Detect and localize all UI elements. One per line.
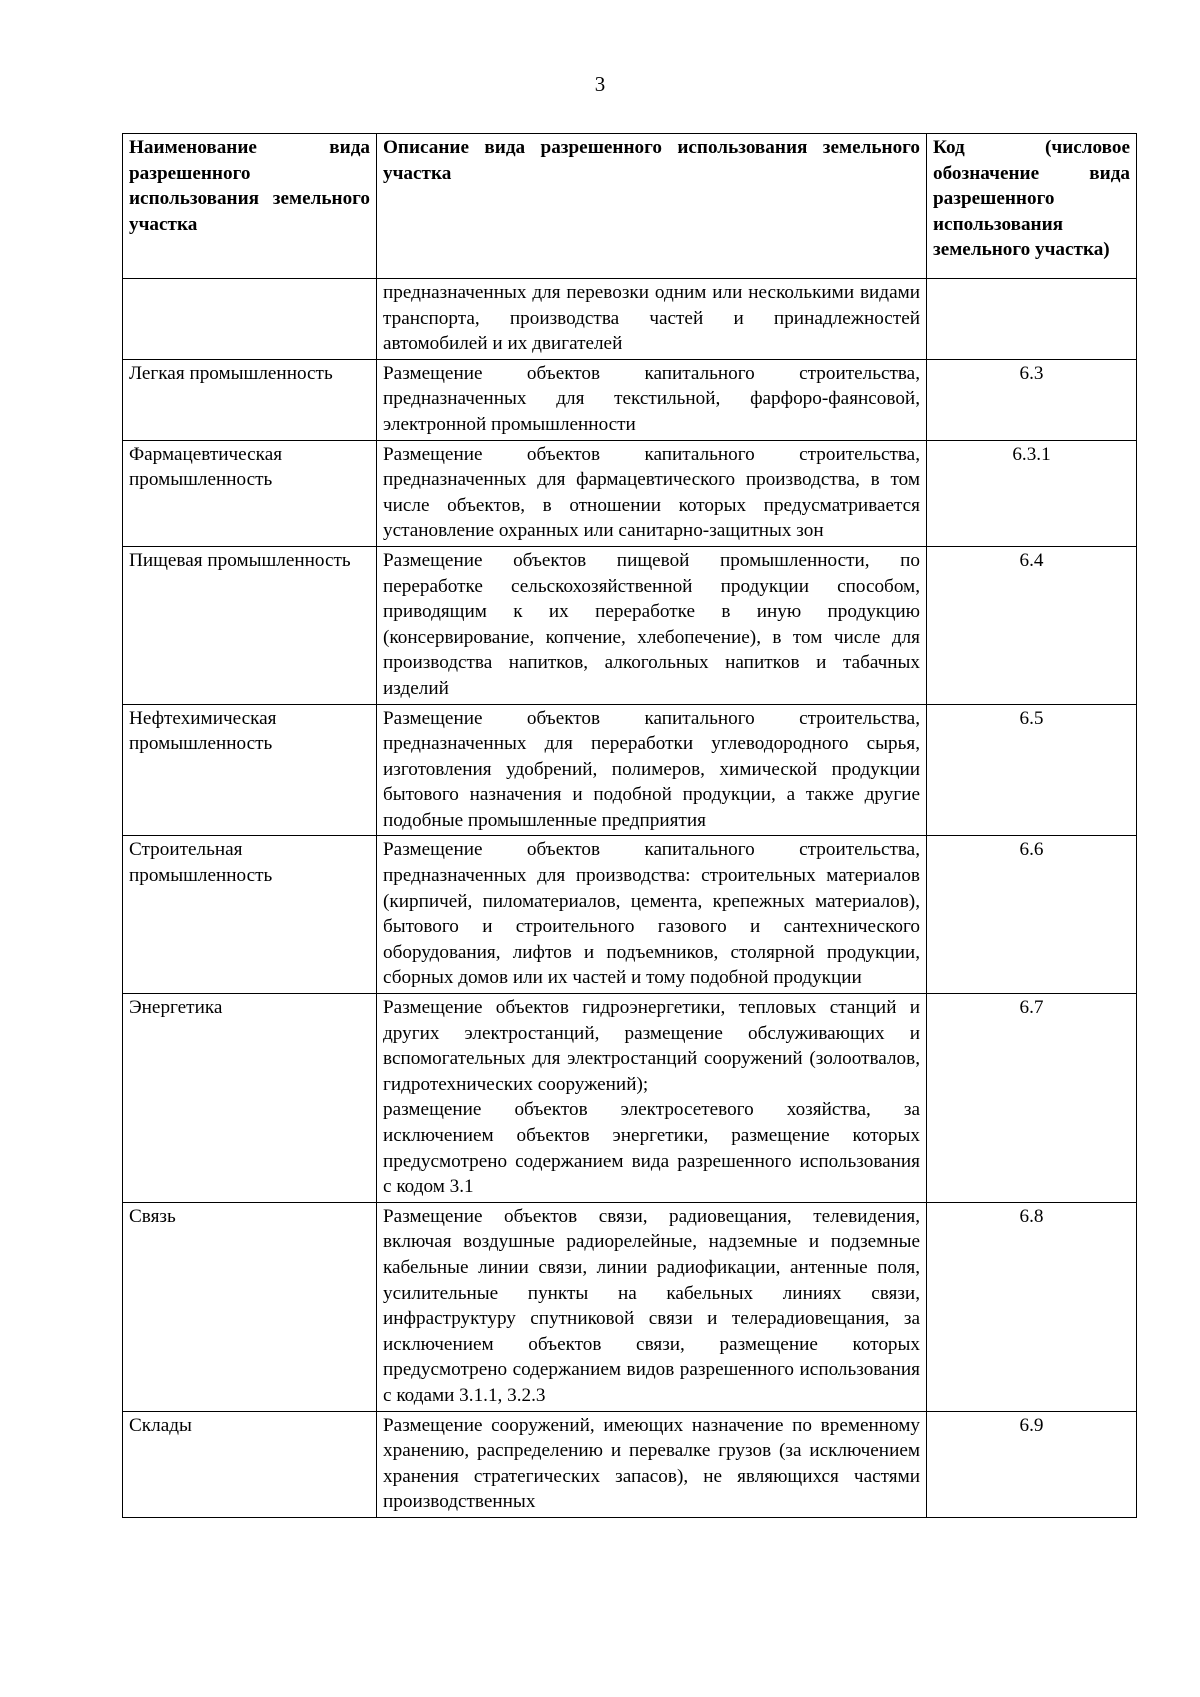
land-use-description: [377, 836, 927, 994]
land-use-code: 6.9: [927, 1411, 1137, 1517]
land-use-code: 6.5: [927, 704, 1137, 836]
land-use-description: [377, 1202, 927, 1411]
table-body: [123, 279, 1137, 1518]
land-use-name: Связь: [123, 1202, 377, 1411]
land-use-description: [377, 440, 927, 546]
table-header-row: [123, 134, 1137, 279]
description-paragraph: Размещение объектов капитального строительства, предназначенных для текстильной, фарфоро-фаянсовой, электронной промышленности: [383, 362, 920, 435]
land-use-name: Нефтехимическая промышленность: [123, 704, 377, 836]
land-use-description: [377, 1411, 927, 1517]
description-paragraph: Размещение сооружений, имеющих назначение по временному хранению, распределению и перевалке грузов (за исключением хранения стратегических запасов), не являющихся частями производственных: [383, 1414, 920, 1513]
header-name: Наименование вида разрешенного использования земельного участка: [123, 134, 377, 279]
land-use-table: [122, 133, 1137, 1518]
land-use-name: Энергетика: [123, 994, 377, 1203]
land-use-name: Пищевая промышленность: [123, 546, 377, 704]
table-row: [123, 546, 1137, 704]
table-row: [123, 1411, 1137, 1517]
header-description: Описание вида разрешенного использования земельного участка: [377, 134, 927, 279]
land-use-description: [377, 279, 927, 360]
description-paragraph: Размещение объектов пищевой промышленности, по переработке сельскохозяйственной продукции способом, приводящим к их переработке в иную продукцию (консервирование, копчение, хлебопечение), в том числе для производства напитков, алкогольных напитков и табачных изделий: [383, 549, 920, 699]
land-use-name: Фармацевтическая промышленность: [123, 440, 377, 546]
table-row: [123, 1202, 1137, 1411]
land-use-code: 6.4: [927, 546, 1137, 704]
description-paragraph: Размещение объектов капитального строительства, предназначенных для переработки углеводородного сырья, изготовления удобрений, полимеров, химической продукции бытового назначения и подобной продукции, а также другие подобные промышленные предприятия: [383, 707, 920, 831]
land-use-description: [377, 359, 927, 440]
table-row: [123, 994, 1137, 1203]
land-use-name: [123, 279, 377, 360]
land-use-name: Склады: [123, 1411, 377, 1517]
land-use-description: [377, 994, 927, 1203]
description-paragraph: Размещение объектов капитального строительства, предназначенных для фармацевтического производства, в том числе объектов, в отношении которых предусматривается установление охранных или санитарно-защитных зон: [383, 443, 920, 542]
land-use-description: [377, 546, 927, 704]
header-code: Код (числовое обозначение вида разрешенного использования земельного участка): [927, 134, 1137, 279]
land-use-code: 6.8: [927, 1202, 1137, 1411]
description-paragraph: предназначенных для перевозки одним или несколькими видами транспорта, производства частей и принадлежностей автомобилей и их двигателей: [383, 282, 920, 355]
table-row: [123, 440, 1137, 546]
table-row: [123, 279, 1137, 360]
table-row: [123, 704, 1137, 836]
description-paragraph: Размещение объектов связи, радиовещания, телевидения, включая воздушные радиорелейные, надземные и подземные кабельные линии связи, линии радиофикации, антенные поля, усилительные пункты на кабельных линиях связи, инфраструктуру спутниковой связи и телерадиовещания, за исключением объектов связи, размещение которых предусмотрено содержанием видов разрешенного использования с кодами 3.1.1, 3.2.3: [383, 1205, 920, 1406]
land-use-description: [377, 704, 927, 836]
table-row: [123, 359, 1137, 440]
description-paragraph: размещение объектов электросетевого хозяйства, за исключением объектов энергетики, размещение которых предусмотрено содержанием вида разрешенного использования с кодом 3.1: [383, 1099, 920, 1198]
land-use-code: [927, 279, 1137, 360]
land-use-name: Строительная промышленность: [123, 836, 377, 994]
table-row: [123, 836, 1137, 994]
land-use-code: 6.3: [927, 359, 1137, 440]
land-use-code: 6.3.1: [927, 440, 1137, 546]
description-paragraph: Размещение объектов капитального строительства, предназначенных для производства: строительных материалов (кирпичей, пиломатериалов, цемента, крепежных материалов), бытового и строительного газового и сантехнического оборудования, лифтов и подъемников, столярной продукции, сборных домов или их частей и тому подобной продукции: [383, 839, 920, 989]
land-use-name: Легкая промышленность: [123, 359, 377, 440]
description-paragraph: Размещение объектов гидроэнергетики, тепловых станций и других электростанций, размещение обслуживающих и вспомогательных для электростанций сооружений (золоотвалов, гидротехнических сооружений);: [383, 997, 920, 1095]
land-use-code: 6.7: [927, 994, 1137, 1203]
page-number: 3: [594, 72, 606, 96]
land-use-code: 6.6: [927, 836, 1137, 994]
